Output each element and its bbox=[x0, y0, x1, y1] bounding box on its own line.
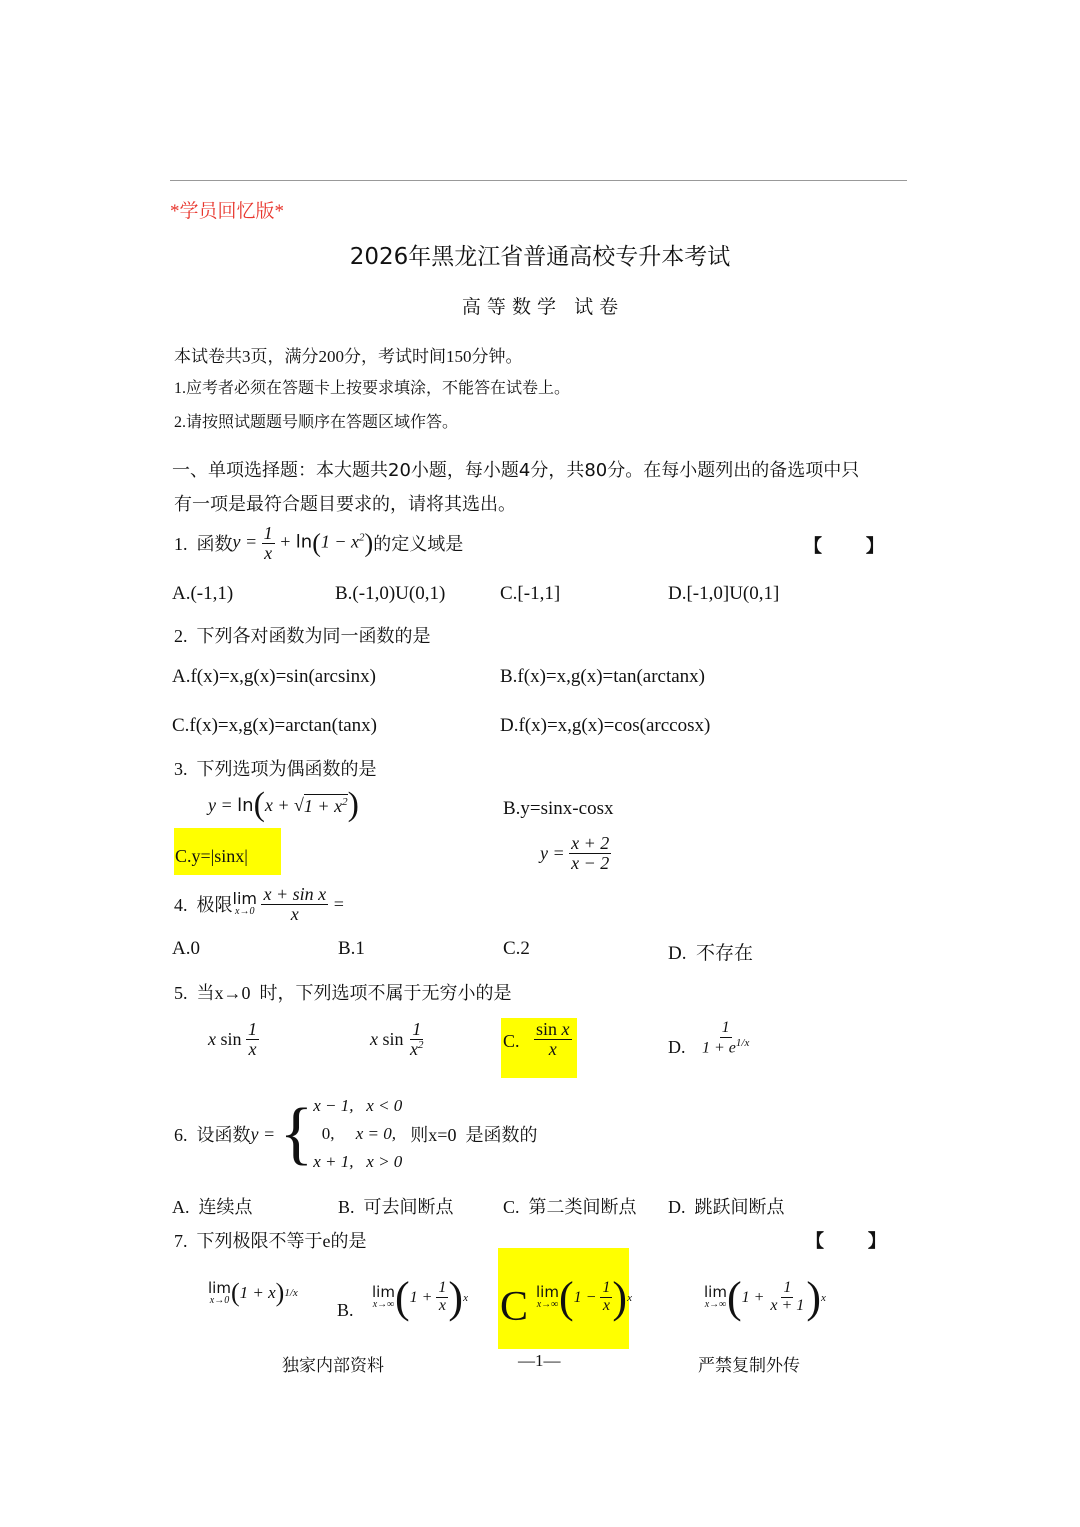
q2-stem: 2. 下列各对函数为同一函数的是 bbox=[174, 626, 431, 646]
q3-option-c: C.y=|sinx| bbox=[175, 846, 248, 866]
q5-option-c-formula: $\frac{\text{sin x}}{x}$ bbox=[536, 1019, 570, 1059]
section-heading-line-1: 一、单项选择题：本大题共20小题，每小题4分，共80分。在每小题列出的备选项中只 bbox=[172, 460, 860, 481]
instruction-line-1: 本试卷共3页，满分200分，考试时间150分钟。 bbox=[174, 347, 523, 366]
q3-option-a-formula: y = ln ( x + √ $1 + x^2$ ) bbox=[208, 786, 359, 823]
exam-subtitle: 高 等 数 学 试 卷 bbox=[461, 296, 619, 318]
q4-prefix: 4. 极限 bbox=[174, 895, 233, 915]
q7-option-b-label: B. bbox=[337, 1300, 354, 1320]
q5-option-d-label: D. bbox=[668, 1037, 686, 1057]
q1-option-a: A.(-1,1) bbox=[172, 583, 234, 604]
q6-prefix: 6. 设函数 bbox=[174, 1125, 251, 1145]
q4-option-b: B.1 bbox=[338, 938, 365, 959]
q2-option-d: D.f(x)=x,g(x)=cos(arccosx) bbox=[500, 715, 711, 736]
q6-option-a: A. 连续点 bbox=[172, 1197, 253, 1217]
q1-option-b: B.(-1,0)U(0,1) bbox=[335, 583, 446, 604]
q1-option-c: C.[-1,1] bbox=[500, 583, 561, 604]
q1-suffix: 的定义域是 bbox=[373, 534, 464, 554]
q2-option-b: B.f(x)=x,g(x)=tan(arctanx) bbox=[500, 666, 706, 687]
q2-option-c: C.f(x)=x,g(x)=arctan(tanx) bbox=[172, 715, 378, 736]
footer-page-number: —1— bbox=[518, 1351, 561, 1370]
q4-option-d: D. 不存在 bbox=[668, 943, 753, 964]
instruction-line-3: 2.请按照试题题号顺序在答题区域作答。 bbox=[174, 414, 459, 431]
q4-option-a: A.0 bbox=[172, 938, 200, 959]
version-tag: *学员回忆版* bbox=[170, 201, 285, 222]
q7-option-c-label: C bbox=[500, 1284, 529, 1330]
q6-option-b: B. 可去间断点 bbox=[338, 1197, 454, 1217]
exam-title: 2026年黑龙江省普通高校专升本考试 bbox=[349, 244, 731, 270]
q6-option-c: C. 第二类间断点 bbox=[503, 1197, 637, 1217]
q4-formula: lim x→0 $\frac{\text{x + sin x}}{x}$ = bbox=[232, 883, 345, 924]
q1-stem bbox=[174, 520, 463, 566]
q3-option-b: B.y=sinx-cosx bbox=[503, 798, 614, 819]
q6-option-d: D. 跳跃间断点 bbox=[668, 1197, 785, 1217]
q5-option-a-formula: x sin $\frac{1}{x}$ bbox=[208, 1019, 258, 1059]
q7-option-c-formula: lim x→∞ ( 1 − $\frac{1}{x}$ ) x bbox=[536, 1273, 632, 1322]
q7-option-d-formula: lim x→∞ ( 1 + $\frac{1}{x + 1}$ ) x bbox=[704, 1273, 826, 1322]
q4-stem bbox=[174, 882, 345, 926]
q1-formula: y = $\frac{1}{x}$ + $\ln(1 - x^2)$ bbox=[232, 522, 374, 563]
q6-piecewise: y = { x − 1, x < 0 0, x = 0, x + 1, x > 0 bbox=[250, 1095, 403, 1172]
q7-option-a-formula: lim x→0 ( 1 + x ) 1/x bbox=[208, 1278, 298, 1307]
q3-option-d-formula: y = $\frac{x + 2}{x - 2}$ bbox=[540, 833, 610, 873]
q1-option-d: D.[-1,0]U(0,1] bbox=[668, 583, 780, 604]
top-rule bbox=[170, 180, 907, 181]
q6-stem bbox=[174, 1092, 537, 1176]
footer-left: 独家内部资料 bbox=[282, 1356, 384, 1375]
instruction-line-2: 1.应考者必须在答题卡上按要求填涂，不能答在试卷上。 bbox=[174, 380, 571, 397]
q2-option-a: A.f(x)=x,g(x)=sin(arcsinx) bbox=[172, 666, 376, 687]
q5-option-d-formula: $\frac{1}{1 + e^{1/x}}$ bbox=[702, 1019, 750, 1057]
section-heading-line-2: 有一项是最符合题目要求的，请将其选出。 bbox=[174, 494, 516, 515]
q5-option-b-formula: x sin $\frac{1}{x^2}$ bbox=[370, 1019, 424, 1059]
q5-option-c-label: C. bbox=[503, 1031, 520, 1051]
footer-right: 严禁复制外传 bbox=[698, 1356, 800, 1375]
q5-stem: 5. 当x→0 时，下列选项不属于无穷小的是 bbox=[174, 983, 512, 1003]
q3-stem: 3. 下列选项为偶函数的是 bbox=[174, 759, 377, 779]
q6-suffix: 则x=0 是函数的 bbox=[410, 1125, 538, 1145]
q7-answer-bracket: 【 】 bbox=[806, 1231, 886, 1252]
q4-option-c: C.2 bbox=[503, 938, 530, 959]
q7-stem: 7. 下列极限不等于e的是 bbox=[174, 1231, 367, 1251]
q1-prefix: 1. 函数 bbox=[174, 534, 233, 554]
q7-option-b-formula: lim x→∞ ( 1 + $\frac{1}{x}$ ) x bbox=[372, 1273, 468, 1322]
q1-answer-bracket: 【 】 bbox=[804, 536, 884, 557]
